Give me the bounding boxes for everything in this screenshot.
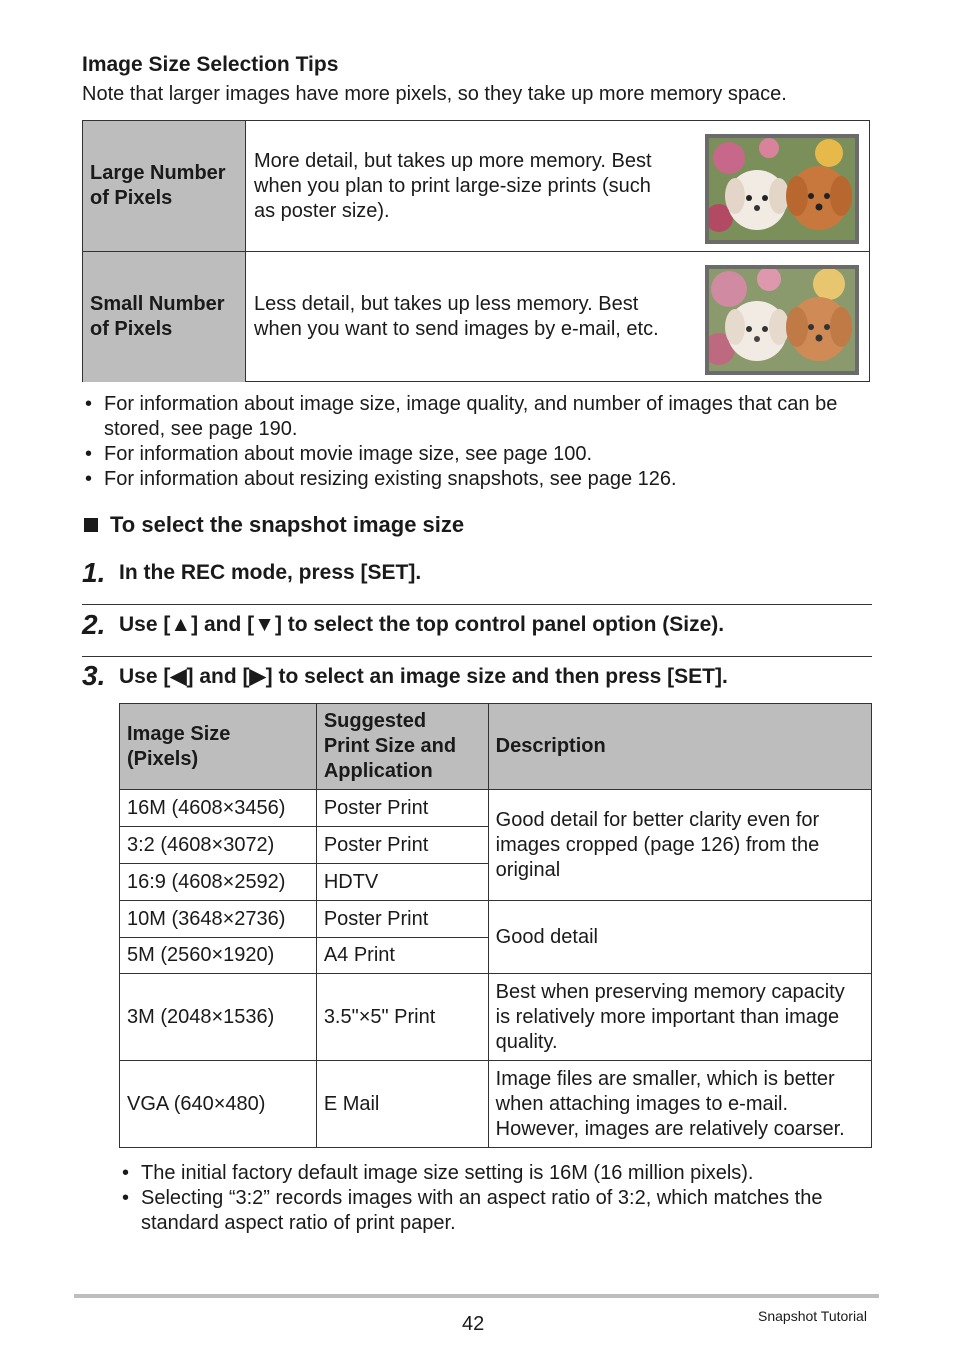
bullet-icon: •	[122, 1162, 130, 1184]
tips-row-small	[83, 252, 869, 382]
print-cell: Poster Print	[316, 901, 488, 938]
footer-divider	[74, 1294, 879, 1298]
description-text: when attaching images to e-mail.	[495, 1092, 789, 1115]
section-title	[84, 512, 464, 538]
bullet-icon: •	[85, 443, 93, 465]
bullet-text: Selecting “3:2” records images with an aspect ratio of 3:2, which matches the	[141, 1187, 823, 1209]
tips-table	[82, 120, 870, 382]
print-cell: E Mail	[316, 1061, 488, 1148]
bullet-icon: •	[122, 1187, 130, 1209]
puppy-photo-icon	[705, 134, 859, 244]
right-arrow-icon: ▶	[249, 664, 266, 688]
image-size-table	[119, 703, 872, 1148]
tips-label	[83, 252, 246, 382]
bullet-icon: •	[85, 468, 93, 490]
description-text: However, images are relatively coarser.	[495, 1117, 845, 1140]
description-text: is relatively more important than image	[495, 1005, 840, 1028]
tips-description	[254, 121, 694, 251]
step-text-part: ] and [	[186, 664, 250, 688]
notes-bullets	[119, 1161, 872, 1236]
size-cell: 3:2 (4608×3072)	[120, 827, 317, 864]
header-text: Image Size	[127, 722, 231, 745]
description-text: original	[495, 858, 561, 881]
square-bullet-icon	[84, 518, 98, 532]
bullet-text: standard aspect ratio of print paper.	[141, 1212, 456, 1234]
print-cell: Poster Print	[316, 827, 488, 864]
print-cell: Poster Print	[316, 790, 488, 827]
size-cell: 5M (2560×1920)	[120, 938, 317, 974]
size-cell: 3M (2048×1536)	[120, 974, 317, 1061]
list-item	[119, 1186, 872, 1236]
tips-label	[83, 121, 246, 251]
description-text: quality.	[495, 1030, 558, 1053]
list-item	[82, 442, 872, 467]
header-text: Suggested	[323, 710, 427, 732]
description-cell: Good detail	[488, 901, 871, 974]
step-text-part: Use [	[119, 613, 171, 636]
table-header-row	[120, 704, 872, 790]
step-text	[119, 613, 724, 637]
size-cell: 16M (4608×3456)	[120, 790, 317, 827]
header-text: Print Size and	[323, 735, 457, 757]
bullet-icon: •	[85, 393, 93, 415]
tips-row-large	[83, 121, 869, 252]
step-text-part: ] and [	[191, 613, 255, 636]
bullet-text: The initial factory default image size setting is 16M (16 million pixels).	[141, 1162, 754, 1184]
size-cell: VGA (640×480)	[120, 1061, 317, 1148]
column-header: Description	[488, 704, 871, 790]
section-title-text: To select the snapshot image size	[110, 512, 465, 537]
list-item	[82, 392, 872, 442]
header-text: Application	[323, 760, 433, 782]
tips-note: Note that larger images have more pixels, so they take up more memory space.	[82, 83, 787, 105]
table-row	[120, 790, 872, 827]
table-row	[120, 901, 872, 938]
description-cell	[488, 1061, 871, 1148]
tips-label-line: Large Number	[90, 162, 226, 184]
list-item	[119, 1161, 872, 1186]
step-2	[82, 608, 872, 642]
step-number: 3.	[82, 660, 106, 691]
description-cell	[488, 790, 871, 901]
tips-desc-line: when you want to send images by e-mail, etc.	[254, 318, 659, 340]
divider	[82, 656, 872, 657]
tips-desc-line: as poster size).	[254, 199, 390, 222]
step-text-part: ] to select an image size and then press [SET].	[265, 664, 728, 688]
description-text: images cropped (page 126) from the	[495, 833, 820, 856]
info-bullets	[82, 392, 872, 492]
up-arrow-icon: ▲	[170, 613, 192, 636]
page-number: 42	[462, 1313, 485, 1335]
tips-desc-line: More detail, but takes up more memory. Best	[254, 149, 652, 172]
print-cell: A4 Print	[316, 938, 488, 974]
bullet-text: stored, see page 190.	[104, 418, 298, 440]
step-text	[119, 664, 728, 689]
size-cell: 10M (3648×2736)	[120, 901, 317, 938]
bullet-text: For information about resizing existing snapshots, see page 126.	[104, 468, 677, 490]
step-number: 2.	[82, 609, 106, 640]
tips-label-line: of Pixels	[90, 187, 173, 209]
bullet-text: For information about movie image size, see page 100.	[104, 443, 593, 465]
tips-heading: Image Size Selection Tips	[82, 53, 339, 76]
step-text: In the REC mode, press [SET].	[119, 561, 422, 584]
print-cell: HDTV	[316, 864, 488, 901]
tips-desc-line: Less detail, but takes up less memory. Best	[254, 293, 639, 315]
header-text: (Pixels)	[127, 747, 199, 770]
down-arrow-icon: ▼	[254, 613, 275, 636]
table-row	[120, 974, 872, 1061]
step-number: 1.	[82, 557, 106, 588]
tips-description	[254, 252, 694, 382]
print-cell: 3.5"×5" Print	[316, 974, 488, 1061]
column-header	[120, 704, 317, 790]
tips-label-line: of Pixels	[90, 318, 173, 340]
table-row	[120, 1061, 872, 1148]
step-text-part: ] to select the top control panel option (Size).	[274, 613, 725, 636]
description-text: Image files are smaller, which is better	[495, 1067, 835, 1090]
tips-label-line: Small Number	[90, 293, 225, 315]
description-cell	[488, 974, 871, 1061]
step-1	[82, 556, 872, 590]
size-cell: 16:9 (4608×2592)	[120, 864, 317, 901]
puppy-photo-icon	[705, 265, 859, 375]
description-text: Best when preserving memory capacity	[495, 980, 845, 1003]
left-arrow-icon: ◀	[170, 664, 187, 688]
divider	[82, 604, 872, 605]
step-text-part: Use [	[119, 664, 171, 688]
tips-desc-line: when you plan to print large-size prints (such	[254, 174, 651, 197]
bullet-text: For information about image size, image quality, and number of images that can be	[104, 393, 838, 415]
footer-label: Snapshot Tutorial	[758, 1308, 867, 1324]
description-text: Good detail for better clarity even for	[495, 808, 820, 831]
list-item	[82, 467, 872, 492]
step-3	[82, 659, 872, 693]
column-header	[316, 704, 488, 790]
